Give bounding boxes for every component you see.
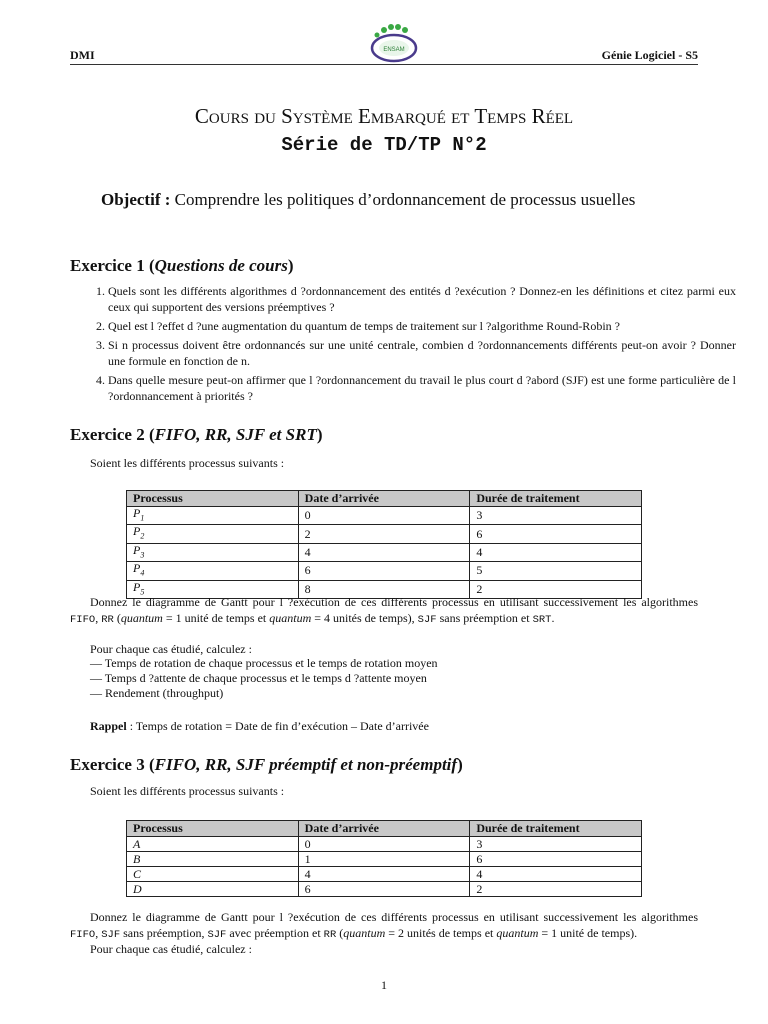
objective <box>101 190 635 210</box>
table-row: $P_3$ 4 4 <box>127 543 642 561</box>
table-row: B 1 6 <box>127 852 642 867</box>
exercise-1-title: Exercice 1 (Questions de cours) <box>70 256 294 275</box>
svg-text:ENSAM: ENSAM <box>383 47 405 53</box>
header-left: DMI <box>70 48 95 62</box>
table-row: $P_4$ 6 5 <box>127 562 642 580</box>
table-row: C 4 4 <box>127 867 642 882</box>
header-rule <box>70 64 698 65</box>
exercise-1-questions <box>70 283 736 407</box>
question-item: 4. Dans quelle mesure peut-on affirmer que l ?ordonnancement du travail le plus court d ?abord (SJF) est une forme particulière de l ?ordonnancement à priorités ? <box>108 372 736 404</box>
page-number: 1 <box>381 978 387 992</box>
list-item: — Rendement (throughput) <box>90 686 438 701</box>
list-item: — Temps de rotation de chaque processus et le temps de rotation moyen <box>90 656 438 671</box>
question-item: 3. Si n processus doivent être ordonnancés sur une unité centrale, combien d ?ordonnancements différents peut-on avoir ? Donner une formule en fonction de n. <box>108 337 736 369</box>
question-item: 2. Quel est l ?effet d ?une augmentation du quantum de temps de traitement sur l ?algorithme Round-Robin ? <box>108 318 736 334</box>
exercise-2-calc-intro: Pour chaque cas étudié, calculez : <box>90 642 252 656</box>
col-header: Durée de traitement <box>470 821 642 837</box>
col-header: Processus <box>127 491 299 507</box>
rappel-note: Rappel : Temps de rotation = Date de fin d’exécution – Date d’arrivée <box>90 719 429 733</box>
table-row: $P_2$ 2 6 <box>127 525 642 543</box>
exercise-3-calc-intro: Pour chaque cas étudié, calculez : <box>90 942 252 956</box>
objective-text: Comprendre les politiques d’ordonnancement de processus usuelles <box>170 190 636 209</box>
table-row: $P_5$ 8 2 <box>127 580 642 598</box>
serie-title: Série de TD/TP N°2 <box>281 134 487 156</box>
exercise-3-intro: Soient les différents processus suivants : <box>90 784 285 798</box>
exercise-2-gantt-instruction: Donnez le diagramme de Gantt pour l ?exécution de ces différents processus en utilisant successivement les algorithmes FIFO, RR (quantum = 1 unité de temps et quantum = 4 unités de temps), SJF sans préemption et SRT. <box>70 595 698 626</box>
col-header: Date d’arrivée <box>298 821 470 837</box>
process-table-2 <box>126 820 642 897</box>
school-logo <box>362 24 426 64</box>
exercise-3-gantt-instruction: Donnez le diagramme de Gantt pour l ?exécution de ces différents processus en utilisant successivement les algorithmes FIFO, SJF sans préemption, SJF avec préemption et RR (quantum = 2 unités de temps et quantum = 1 unité de temps). <box>70 910 698 941</box>
col-header: Durée de traitement <box>470 491 642 507</box>
header-right: Génie Logiciel - S5 <box>601 48 698 62</box>
table-row: D 6 2 <box>127 882 642 897</box>
table-row: $P_1$ 0 3 <box>127 507 642 525</box>
exercise-3-title: Exercice 3 (FIFO, RR, SJF préemptif et non-préemptif) <box>70 755 463 774</box>
process-table-1 <box>126 490 642 599</box>
exercise-2-title: Exercice 2 (FIFO, RR, SJF et SRT) <box>70 425 323 444</box>
objective-label: Objectif : <box>101 190 171 209</box>
exercise-2-intro: Soient les différents processus suivants : <box>90 456 285 470</box>
col-header: Date d’arrivée <box>298 491 470 507</box>
col-header: Processus <box>127 821 299 837</box>
exercise-2-calc-list <box>90 656 438 701</box>
course-title: Cours du Système Embarqué et Temps Réel <box>194 104 574 128</box>
list-item: — Temps d ?attente de chaque processus et le temps d ?attente moyen <box>90 671 438 686</box>
question-item: 1. Quels sont les différents algorithmes d ?ordonnancement des entités d ?exécution ? Donnez-en les définitions et citez parmi eux ceux qui supportent des versions préemptives ? <box>108 283 736 315</box>
table-row: A 0 3 <box>127 837 642 852</box>
